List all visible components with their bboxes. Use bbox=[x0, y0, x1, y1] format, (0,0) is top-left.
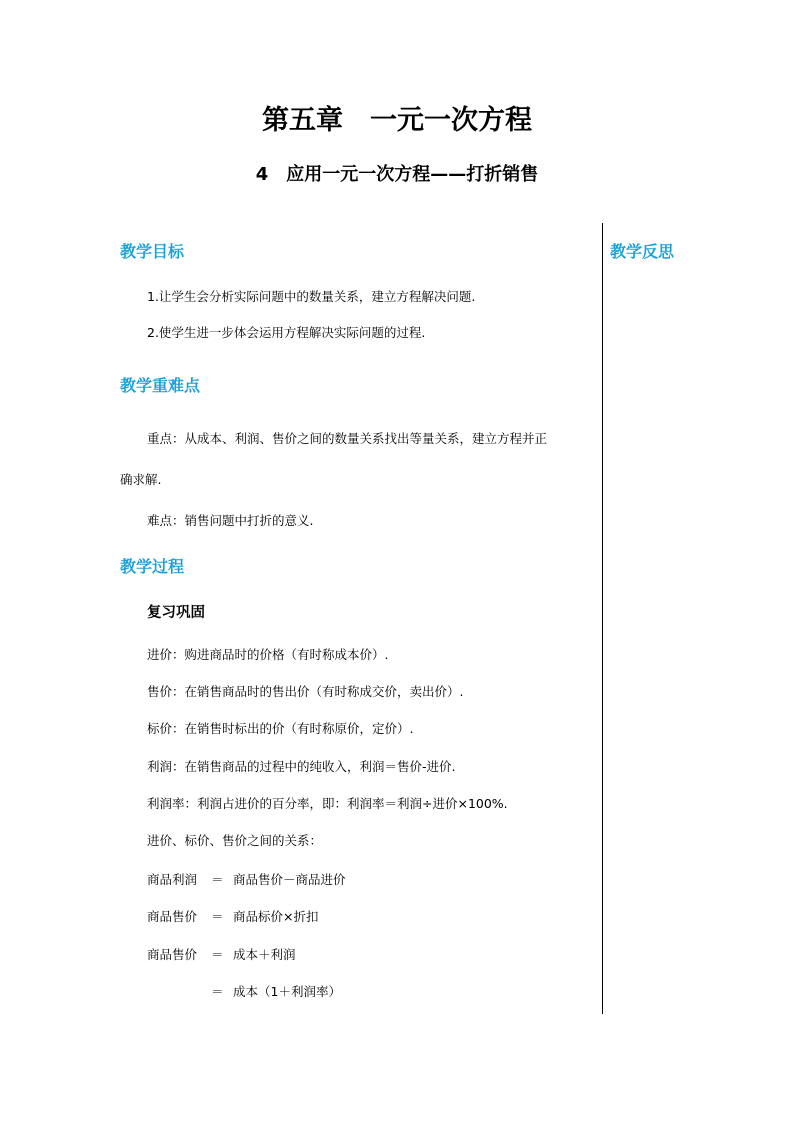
difficulty-text: 难点：销售问题中打折的意义. bbox=[147, 513, 314, 528]
formula-3-lhs: 商品售价 bbox=[147, 947, 198, 962]
focus-text-line2: 确求解. bbox=[120, 472, 162, 487]
definition-profit: 利润：在销售商品的过程中的纯收入，利润＝售价-进价. bbox=[147, 759, 456, 774]
formula-1-eq: ＝ bbox=[211, 872, 224, 887]
formula-2-rhs: 商品标价×折扣 bbox=[233, 909, 319, 924]
goals-heading: 教学目标 bbox=[120, 242, 185, 261]
lesson-subtitle: 4 应用一元一次方程——打折销售 bbox=[255, 164, 539, 185]
definition-profit-rate: 利润率：利润占进价的百分率，即：利润率＝利润÷进价×100%. bbox=[147, 796, 508, 811]
key-points-heading: 教学重难点 bbox=[120, 376, 201, 395]
reflection-heading: 教学反思 bbox=[610, 242, 675, 261]
definition-cost-price: 进价：购进商品时的价格（有时称成本价）. bbox=[147, 647, 389, 662]
goal-item-2: 2.使学生进一步体会运用方程解决实际问题的过程. bbox=[147, 325, 426, 340]
definition-marked-price: 标价：在销售时标出的价（有时称原价，定价）. bbox=[147, 721, 414, 736]
formula-3-rhs: 成本＋利润 bbox=[233, 947, 296, 962]
formula-1-lhs: 商品利润 bbox=[147, 872, 198, 887]
process-heading: 教学过程 bbox=[120, 557, 185, 576]
formula-2-lhs: 商品售价 bbox=[147, 909, 198, 924]
page-title: 第五章 一元一次方程 bbox=[262, 105, 532, 136]
formula-4-eq: ＝ bbox=[211, 984, 224, 999]
formula-3-eq: ＝ bbox=[211, 947, 224, 962]
column-divider bbox=[602, 223, 603, 1014]
focus-text-line1: 重点：从成本、利润、售价之间的数量关系找出等量关系，建立方程并正 bbox=[147, 431, 548, 446]
review-title: 复习巩固 bbox=[147, 605, 205, 621]
relationship-intro: 进价、标价、售价之间的关系： bbox=[147, 833, 323, 848]
formula-2-eq: ＝ bbox=[211, 909, 224, 924]
definition-selling-price: 售价：在销售商品时的售出价（有时称成交价，卖出价）. bbox=[147, 684, 464, 699]
formula-4-rhs: 成本（1＋利润率） bbox=[233, 984, 341, 999]
goal-item-1: 1.让学生会分析实际问题中的数量关系，建立方程解决问题. bbox=[147, 289, 476, 304]
formula-1-rhs: 商品售价－商品进价 bbox=[233, 872, 346, 887]
